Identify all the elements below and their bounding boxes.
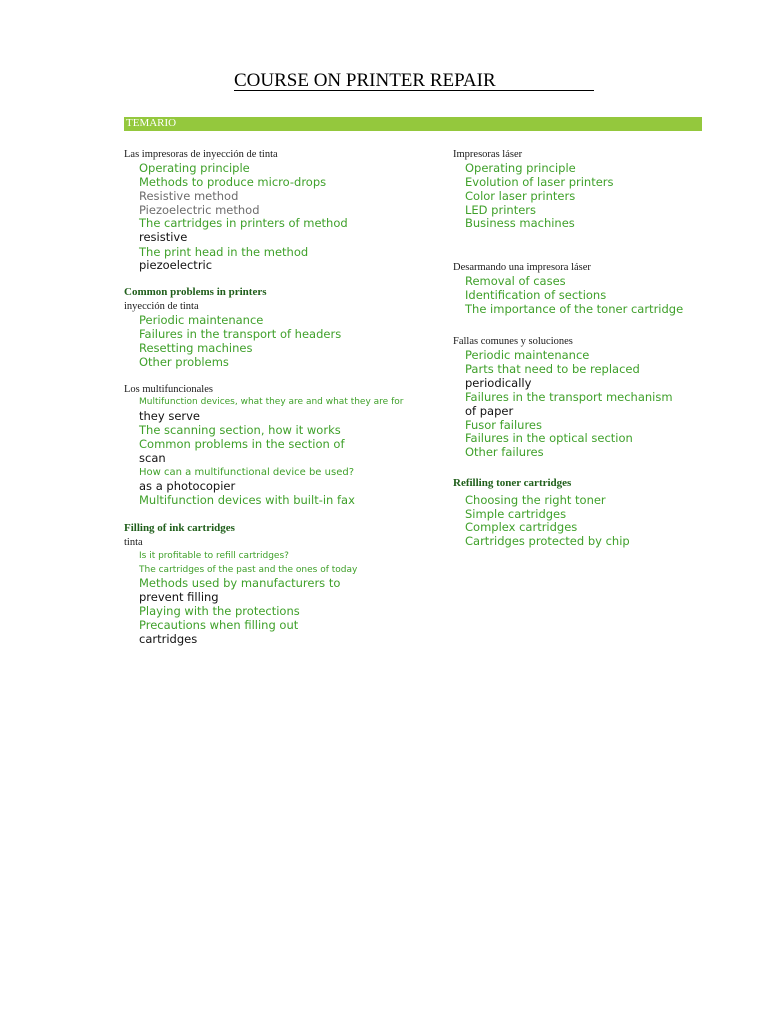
list-item: Operating principle <box>465 161 576 175</box>
list-item: Failures in the transport of headers <box>139 327 342 341</box>
list-item: as a photocopier <box>139 479 236 493</box>
list-item: scan <box>139 451 166 465</box>
list-item: Piezoelectric method <box>139 203 260 217</box>
section-subheading: inyección de tinta <box>124 301 199 312</box>
section-heading-common-problems: Common problems in printers <box>124 286 267 298</box>
list-item: Methods used by manufacturers to <box>139 576 341 590</box>
list-item: LED printers <box>465 203 536 217</box>
list-item: Resetting machines <box>139 341 253 355</box>
section-heading-inkjet: Las impresoras de inyección de tinta <box>124 149 278 160</box>
section-heading-toner-refilling: Refilling toner cartridges <box>453 477 572 489</box>
list-item: Complex cartridges <box>465 520 578 534</box>
list-item: Precautions when filling out <box>139 618 299 632</box>
section-bar <box>124 117 702 131</box>
list-item: Choosing the right toner <box>465 493 606 507</box>
list-item: prevent filling <box>139 590 219 604</box>
list-item: The cartridges of the past and the ones of today <box>139 565 358 575</box>
list-item: Failures in the transport mechanism <box>465 390 673 404</box>
list-item: The print head in the method <box>139 245 309 259</box>
list-item: Resistive method <box>139 189 239 203</box>
list-item: Other failures <box>465 445 544 459</box>
list-item: The importance of the toner cartridge <box>465 302 684 316</box>
list-item: Cartridges protected by chip <box>465 534 630 548</box>
list-item: Operating principle <box>139 161 250 175</box>
list-item: Other problems <box>139 355 229 369</box>
list-item: Business machines <box>465 216 575 230</box>
list-item: Simple cartridges <box>465 507 567 521</box>
list-item: resistive <box>139 230 188 244</box>
section-heading-disassembly: Desarmando una impresora láser <box>453 262 591 273</box>
list-item: Identification of sections <box>465 288 607 302</box>
list-item: Common problems in the section of <box>139 437 345 451</box>
list-item: Failures in the optical section <box>465 431 633 445</box>
list-item: Evolution of laser printers <box>465 175 614 189</box>
section-heading-common-failures: Fallas comunes y soluciones <box>453 336 573 347</box>
list-item: Is it profitable to refill cartridges? <box>139 551 289 561</box>
list-item: Multifunction devices with built-in fax <box>139 493 355 507</box>
list-item: The cartridges in printers of method <box>139 216 348 230</box>
list-item: Periodic maintenance <box>465 348 590 362</box>
section-subheading: tinta <box>124 537 143 548</box>
list-item: piezoelectric <box>139 258 213 272</box>
document-title: COURSE ON PRINTER REPAIR <box>234 72 594 91</box>
list-item: they serve <box>139 409 201 423</box>
section-heading-laser: Impresoras láser <box>453 149 523 160</box>
list-item: periodically <box>465 376 532 390</box>
list-item: The scanning section, how it works <box>139 423 341 437</box>
section-heading-ink-filling: Filling of ink cartridges <box>124 522 235 534</box>
list-item: Periodic maintenance <box>139 313 264 327</box>
list-item: Color laser printers <box>465 189 576 203</box>
list-item: of paper <box>465 404 514 418</box>
list-item: Parts that need to be replaced <box>465 362 640 376</box>
list-item: cartridges <box>139 632 198 646</box>
list-item: Fusor failures <box>465 418 543 432</box>
list-item: How can a multifunctional device be used? <box>139 467 354 478</box>
section-bar-label: TEMARIO <box>126 117 177 129</box>
list-item: Removal of cases <box>465 274 566 288</box>
section-heading-multifunction: Los multifuncionales <box>124 384 213 395</box>
list-item: Multifunction devices, what they are and what they are for <box>139 397 404 407</box>
list-item: Methods to produce micro-drops <box>139 175 327 189</box>
list-item: Playing with the protections <box>139 604 300 618</box>
